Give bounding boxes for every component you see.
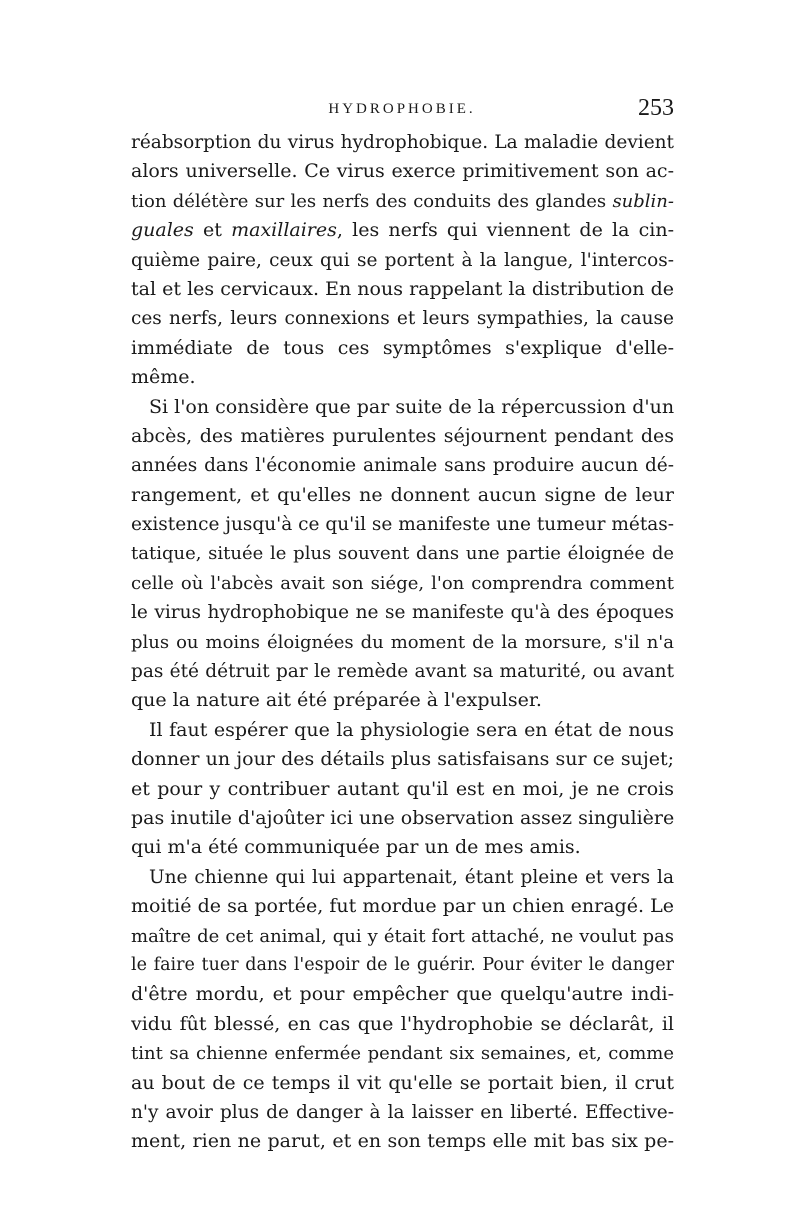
text-line: alors universelle. Ce virus exerce primitivement son ac- bbox=[131, 160, 674, 183]
text-line: Il faut espérer que la physiologie sera en état de nous bbox=[149, 718, 674, 741]
text-line: vidu fût blessé, en cas que l'hydrophobie se déclarât, il bbox=[131, 1012, 674, 1035]
text-line: ces nerfs, leurs connexions et leurs sympathies, la cause bbox=[131, 308, 674, 330]
running-title: HYDROPHOBIE. bbox=[328, 101, 476, 117]
italic-term: sublin- bbox=[612, 190, 674, 212]
text-line: Si l'on considère que par suite de la répercussion d'un bbox=[149, 395, 674, 418]
text-line: immédiate de tous ces symptômes s'explique d'elle- bbox=[131, 336, 674, 359]
text-line: le virus hydrophobique ne se manifeste qu'à des époques bbox=[131, 602, 674, 624]
italic-term: guales bbox=[131, 219, 194, 242]
text-line: abcès, des matières purulentes séjournent pendant des bbox=[131, 424, 674, 447]
text-line: qui m'a été communiquée par un de mes amis. bbox=[131, 836, 581, 859]
text-line: Une chienne qui lui appartenait, étant pleine et vers la bbox=[149, 866, 674, 888]
text-line: tint sa chienne enfermée pendant six semaines, et, comme bbox=[131, 1043, 674, 1065]
text-line: même. bbox=[131, 366, 196, 389]
text-line bbox=[131, 216, 674, 245]
text-line bbox=[131, 187, 674, 216]
text-line: pas été détruit par le remède avant sa maturité, ou avant bbox=[131, 661, 674, 683]
text-line: moitié de sa portée, fut mordue par un chien enragé. Le bbox=[131, 895, 674, 918]
text-line: plus ou moins éloignées du moment de la morsure, s'il n'a bbox=[131, 631, 674, 653]
italic-term: maxillaires bbox=[231, 219, 337, 242]
text-line: rangement, et qu'elles ne donnent aucun signe de leur bbox=[131, 483, 674, 506]
text-line: ment, rien ne parut, et en son temps elle mit bas six pe- bbox=[131, 1130, 674, 1153]
text-line: celle où l'abcès avait son siége, l'on comprendra comment bbox=[131, 572, 674, 594]
text-line: réabsorption du virus hydrophobique. La maladie devient bbox=[131, 132, 674, 153]
text-line: quième paire, ceux qui se portent à la langue, l'intercos- bbox=[131, 249, 674, 271]
text-line: n'y avoir plus de danger à la laisser en liberté. Effective- bbox=[131, 1101, 674, 1123]
text-line: tatique, située le plus souvent dans une partie éloignée de bbox=[131, 543, 674, 565]
text-line: pas inutile d'ajoûter ici une observation assez singulière bbox=[131, 806, 674, 829]
text-line: existence jusqu'à ce qu'il se manifeste une tumeur métas- bbox=[131, 514, 674, 536]
text-line: donner un jour des détails plus satisfaisans sur ce sujet; bbox=[131, 748, 674, 771]
text-segment: tion délétère sur les nerfs des conduits des glandes bbox=[131, 190, 607, 212]
body-text bbox=[131, 128, 674, 1157]
text-line: d'être mordu, et pour empêcher que quelqu'autre indi- bbox=[131, 983, 674, 1006]
text-segment: et bbox=[203, 219, 222, 242]
text-segment: , les nerfs qui viennent de la cin- bbox=[336, 219, 674, 242]
running-head bbox=[130, 95, 674, 129]
page-number: 253 bbox=[638, 95, 674, 121]
text-line: au bout de ce temps il vit qu'elle se portait bien, il crut bbox=[131, 1071, 674, 1094]
text-line: le faire tuer dans l'espoir de le guérir. Pour éviter le danger bbox=[131, 954, 674, 975]
text-line: et pour y contribuer autant qu'il est en moi, je ne crois bbox=[131, 777, 674, 800]
text-line: que la nature ait été préparée à l'expulser. bbox=[131, 689, 542, 712]
text-line: années dans l'économie animale sans produire aucun dé- bbox=[131, 455, 674, 477]
text-line: maître de cet animal, qui y était fort attaché, ne voulut pas bbox=[131, 925, 674, 947]
text-line: tal et les cervicaux. En nous rappelant la distribution de bbox=[131, 277, 674, 300]
